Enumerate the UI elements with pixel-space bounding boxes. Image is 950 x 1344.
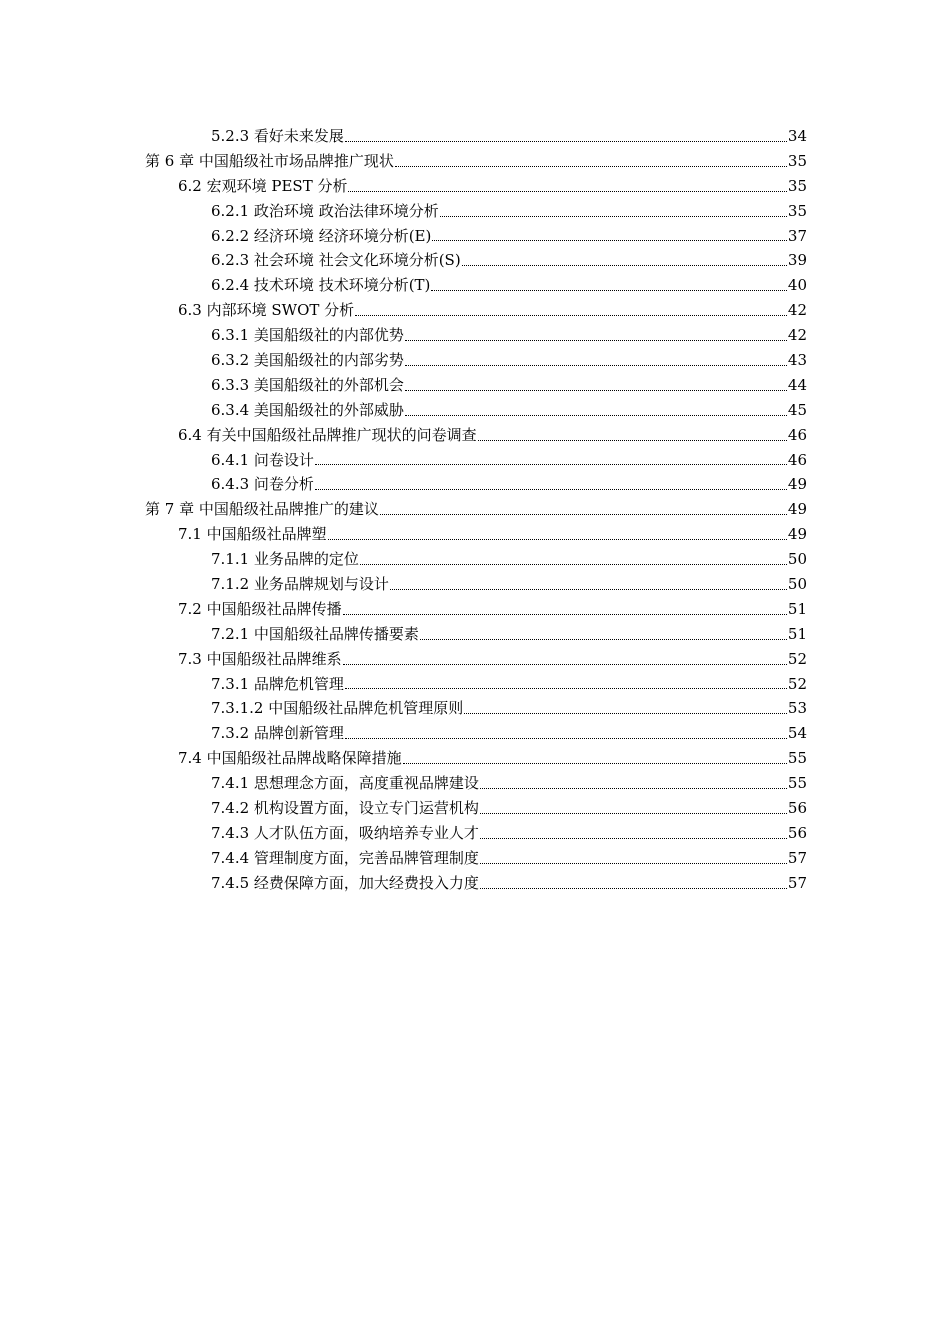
toc-entry[interactable] — [178, 522, 807, 547]
toc-entry-page-number: 52 — [787, 674, 807, 693]
toc-entry-title: 第 7 章 中国船级社品牌推广的建议 — [145, 500, 379, 519]
toc-entry[interactable] — [211, 273, 807, 298]
toc-entry[interactable] — [145, 497, 807, 522]
toc-entry-title: 6.2.3 社会环境 社会文化环境分析(S) — [211, 251, 461, 270]
toc-dot-leader — [315, 448, 787, 473]
toc-entry-title: 6.2 宏观环境 PEST 分析 — [178, 176, 348, 195]
toc-entry-title: 第 6 章 中国船级社市场品牌推广现状 — [145, 151, 394, 170]
toc-dot-leader — [405, 398, 787, 423]
toc-entry-title: 7.1 中国船级社品牌塑 — [178, 525, 327, 544]
toc-entry[interactable] — [211, 547, 807, 572]
toc-entry[interactable] — [211, 672, 807, 697]
toc-entry-page-number: 40 — [787, 276, 807, 295]
toc-entry-page-number: 43 — [787, 351, 807, 370]
toc-entry-title: 6.2.1 政治环境 政治法律环境分析 — [211, 201, 439, 220]
toc-entry-page-number: 50 — [787, 550, 807, 569]
toc-entry-title: 7.2.1 中国船级社品牌传播要素 — [211, 624, 419, 643]
table-of-contents — [0, 124, 950, 896]
toc-dot-leader — [348, 174, 786, 199]
toc-entry-page-number: 34 — [787, 127, 807, 145]
toc-entry-page-number: 46 — [787, 425, 807, 444]
toc-entry-title: 7.4.1 思想理念方面，高度重视品牌建设 — [211, 774, 479, 793]
toc-entry-page-number: 50 — [787, 575, 807, 594]
toc-entry-title: 7.3.1.2 中国船级社品牌危机管理原则 — [211, 699, 464, 718]
toc-entry-page-number: 35 — [787, 201, 807, 220]
toc-entry-title: 6.4.1 问卷设计 — [211, 450, 314, 469]
toc-entry[interactable] — [211, 323, 807, 348]
toc-dot-leader — [480, 771, 787, 796]
toc-dot-leader — [462, 248, 787, 273]
toc-entry-title: 7.4.5 经费保障方面，加大经费投入力度 — [211, 873, 479, 892]
toc-entry[interactable] — [178, 423, 807, 448]
toc-entry-title: 6.2.4 技术环境 技术环境分析(T) — [211, 276, 431, 295]
toc-entry[interactable] — [211, 224, 807, 249]
toc-entry-title: 7.3.1 品牌危机管理 — [211, 674, 344, 693]
toc-entry-page-number: 51 — [787, 599, 807, 618]
toc-dot-leader — [328, 522, 787, 547]
toc-entry[interactable] — [178, 597, 807, 622]
toc-dot-leader — [345, 672, 787, 697]
toc-entry[interactable] — [211, 572, 807, 597]
toc-entry[interactable] — [211, 348, 807, 373]
toc-dot-leader — [480, 871, 787, 896]
toc-entry-title: 7.4.2 机构设置方面，设立专门运营机构 — [211, 799, 479, 818]
toc-entry-page-number: 56 — [787, 823, 807, 842]
toc-dot-leader — [390, 572, 787, 597]
toc-dot-leader — [343, 647, 787, 672]
toc-entry[interactable] — [178, 647, 807, 672]
toc-dot-leader — [345, 124, 787, 149]
toc-entry[interactable] — [211, 696, 807, 721]
toc-entry-page-number: 46 — [787, 450, 807, 469]
toc-entry[interactable] — [211, 373, 807, 398]
toc-entry[interactable] — [211, 398, 807, 423]
toc-entry[interactable] — [178, 298, 807, 323]
toc-entry[interactable] — [211, 448, 807, 473]
toc-entry-page-number: 42 — [787, 301, 807, 320]
toc-entry-title: 7.3.2 品牌创新管理 — [211, 724, 344, 743]
toc-entry-page-number: 44 — [787, 375, 807, 394]
toc-dot-leader — [343, 597, 787, 622]
toc-dot-leader — [315, 472, 787, 497]
toc-entry-title: 6.2.2 经济环境 经济环境分析(E) — [211, 226, 432, 245]
toc-dot-leader — [405, 348, 787, 373]
toc-dot-leader — [405, 373, 787, 398]
toc-entry-page-number: 49 — [787, 500, 807, 519]
toc-dot-leader — [480, 796, 787, 821]
toc-entry[interactable] — [211, 248, 807, 273]
toc-entry-title: 6.3 内部环境 SWOT 分析 — [178, 301, 355, 320]
toc-entry-title: 6.3.3 美国船级社的外部机会 — [211, 375, 404, 394]
toc-entry[interactable] — [211, 871, 807, 896]
toc-entry-title: 7.4.4 管理制度方面，完善品牌管理制度 — [211, 848, 479, 867]
toc-entry-title: 7.1.1 业务品牌的定位 — [211, 550, 359, 569]
toc-entry-page-number: 56 — [787, 799, 807, 818]
toc-dot-leader — [440, 199, 787, 224]
toc-entry[interactable] — [211, 721, 807, 746]
toc-dot-leader — [355, 298, 787, 323]
toc-dot-leader — [380, 497, 787, 522]
toc-dot-leader — [431, 273, 786, 298]
toc-entry-title: 7.4.3 人才队伍方面，吸纳培养专业人才 — [211, 823, 479, 842]
toc-dot-leader — [480, 821, 787, 846]
toc-entry-page-number: 37 — [787, 226, 807, 245]
toc-entry[interactable] — [211, 796, 807, 821]
toc-entry-page-number: 54 — [787, 724, 807, 743]
toc-dot-leader — [480, 846, 787, 871]
toc-dot-leader — [464, 696, 787, 721]
toc-entry-page-number: 49 — [787, 525, 807, 544]
toc-entry-page-number: 57 — [787, 873, 807, 892]
toc-entry[interactable] — [178, 174, 807, 199]
toc-entry-page-number: 55 — [787, 749, 807, 768]
toc-entry-title: 6.3.1 美国船级社的内部优势 — [211, 326, 404, 345]
toc-entry-page-number: 57 — [787, 848, 807, 867]
toc-dot-leader — [403, 746, 787, 771]
toc-entry-page-number: 35 — [787, 176, 807, 195]
toc-entry[interactable] — [211, 622, 807, 647]
toc-dot-leader — [432, 224, 787, 249]
toc-entry[interactable] — [211, 124, 807, 149]
toc-entry-title: 7.3 中国船级社品牌维系 — [178, 649, 342, 668]
toc-entry-page-number: 42 — [787, 326, 807, 345]
toc-entry[interactable] — [211, 771, 807, 796]
toc-entry-page-number: 55 — [787, 774, 807, 793]
toc-dot-leader — [420, 622, 787, 647]
toc-entry-title: 7.4 中国船级社品牌战略保障措施 — [178, 749, 402, 768]
toc-entry-page-number: 49 — [787, 475, 807, 494]
toc-entry[interactable] — [178, 746, 807, 771]
toc-entry-title: 6.4.3 问卷分析 — [211, 475, 314, 494]
toc-entry-page-number: 35 — [787, 151, 807, 170]
toc-dot-leader — [345, 721, 787, 746]
toc-entry-page-number: 51 — [787, 624, 807, 643]
toc-entry-page-number: 53 — [787, 699, 807, 718]
toc-entry-title: 7.1.2 业务品牌规划与设计 — [211, 575, 389, 594]
toc-entry[interactable] — [211, 472, 807, 497]
toc-entry-title: 7.2 中国船级社品牌传播 — [178, 599, 342, 618]
toc-dot-leader — [395, 149, 787, 174]
toc-entry-page-number: 52 — [787, 649, 807, 668]
toc-dot-leader — [405, 323, 787, 348]
toc-entry-page-number: 39 — [787, 251, 807, 270]
toc-entry-title: 5.2.3 看好未来发展 — [211, 127, 344, 145]
toc-entry[interactable] — [211, 846, 807, 871]
toc-entry-title: 6.4 有关中国船级社品牌推广现状的问卷调查 — [178, 425, 477, 444]
toc-dot-leader — [478, 423, 787, 448]
toc-entry-page-number: 45 — [787, 400, 807, 419]
toc-entry-title: 6.3.4 美国船级社的外部威胁 — [211, 400, 404, 419]
toc-dot-leader — [360, 547, 787, 572]
toc-entry[interactable] — [211, 821, 807, 846]
toc-entry-title: 6.3.2 美国船级社的内部劣势 — [211, 351, 404, 370]
toc-entry[interactable] — [145, 149, 807, 174]
toc-entry[interactable] — [211, 199, 807, 224]
